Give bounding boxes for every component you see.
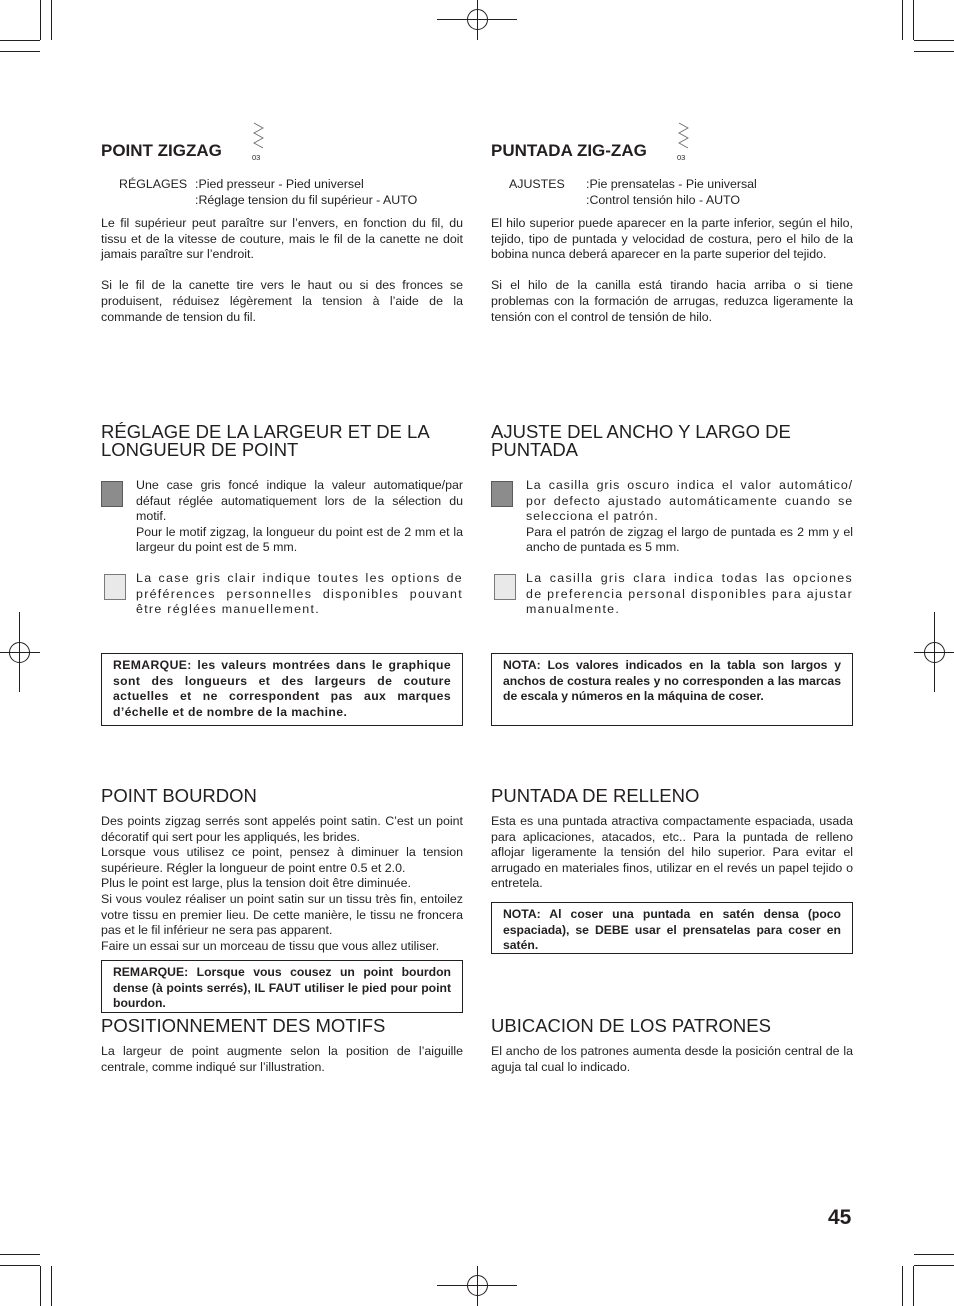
paragraph: Si le fil de la canette tire vers le haut ou si des fronces se produisent, réduisez légèrement la tension à l’aide de la commande de tension du fil. xyxy=(101,278,463,324)
section-title: UBICACION DE LOS PATRONES xyxy=(491,1015,771,1036)
crop-mark-icon xyxy=(0,1246,60,1306)
settings-value: :Control tensión hilo - AUTO xyxy=(586,192,741,207)
section-title: PUNTADA DE RELLENO xyxy=(491,785,700,806)
section-title: RÉGLAGE DE LA LARGEUR ET DE LA LONGUEUR DE POINT xyxy=(101,421,430,460)
crop-mark-icon xyxy=(894,1246,954,1306)
crop-mark-icon xyxy=(894,0,954,60)
body-text: Des points zigzag serrés sont appelés point satin. C’est un point décoratif qui sert pour les appliqués, les brides. Lorsque vous utilisez ce point, pensez à diminuer la tension supérieure. Régler la longueur de point entre 0.5 et 2.0. Plus le point est large, plus la tension doit être diminuée. Si vous voulez réaliser un point satin sur un tissu très fin, entoilez votre tissu en premier lieu. De cette manière, le tissu ne froncera pas et le fil inférieur ne sera pas apparent. Faire un essai sur un morceau de tissu que vous allez utiliser. xyxy=(101,814,463,953)
settings-value: :Pie prensatelas - Pie universal xyxy=(586,177,757,191)
settings-label: AJUSTES xyxy=(509,177,565,191)
body-text: Esta es una puntada atractiva compactamente espaciada, usada para aplicaciones, atacados, etc.. Para la puntada de relleno aflojar ligeramente la tensión del hilo superior. Para evitar el arrugado en materiales finos, utilizar en el revés un papel tejido o entretela. xyxy=(491,814,853,891)
registration-mark-icon xyxy=(0,612,45,692)
paragraph: El hilo superior puede aparecer en la parte inferior, según el hilo, tejido, tipo de puntada y velocidad de costura, pero el hilo de la bobina nunca deberá aparecer en la parte superior del tejido. xyxy=(491,216,853,262)
pattern-number: 03 xyxy=(677,153,686,162)
legend-text-dark: La casilla gris oscuro indica el valor automático/ por defecto ajustado automáticamente cuando se selecciona el patrón. Para el patrón de zigzag el largo de puntada es 2 mm y el ancho de puntada es 5 mm. xyxy=(526,478,853,555)
note-box: REMARQUE: Lorsque vous cousez un point bourdon dense (à points serrés), IL FAUT utiliser le pied pour point bourdon. xyxy=(101,960,463,1013)
crop-mark-icon xyxy=(0,0,60,60)
page-number: 45 xyxy=(828,1206,852,1229)
zigzag-stitch-icon xyxy=(676,122,690,157)
legend-text-dark: Une case gris foncé indique la valeur automatique/par défaut réglée automatiquement lors de la sélection du motif. Pour le motif zigzag, la longueur du point est de 2 mm et la largeur du point est de 5 mm. xyxy=(136,478,463,555)
dark-gray-swatch xyxy=(101,481,123,507)
body-text: El ancho de los patrones aumenta desde la posición central de la aguja tal cual lo indicado. xyxy=(491,1044,853,1074)
note-box: REMARQUE: les valeurs montrées dans le graphique sont des longueurs et des largeurs de couture actuelles et ne correspondent pas aux marques d’échelle et de nombre de la machine. xyxy=(101,653,463,726)
section-title: POINT ZIGZAG xyxy=(101,141,222,160)
registration-mark-icon xyxy=(910,612,954,692)
paragraph: Si el hilo de la canilla está tirando hacia arriba o si tiene problemas con la formación de arrugas, reduzca ligeramente la tensión con el control de tensión de hilo. xyxy=(491,278,853,324)
settings-value: :Réglage tension du fil supérieur - AUTO xyxy=(195,192,418,207)
section-title: POSITIONNEMENT DES MOTIFS xyxy=(101,1015,386,1036)
settings-value: :Pied presseur - Pied universel xyxy=(195,177,364,191)
settings-block xyxy=(509,177,853,209)
section-title: POINT BOURDON xyxy=(101,785,257,806)
note-box: NOTA: Los valores indicados en la tabla son largos y anchos de costura reales y no corresponden a las marcas de escala y números en la máquina de coser. xyxy=(491,653,853,726)
dark-gray-swatch xyxy=(491,481,513,507)
pattern-number: 03 xyxy=(252,153,261,162)
registration-mark-icon xyxy=(437,0,517,45)
legend-text-light: La casilla gris clara indica todas las opciones de preferencia personal disponibles para ajustar manualmente. xyxy=(526,571,853,617)
note-box: NOTA: Al coser una puntada en satén densa (poco espaciada), se DEBE usar el prensatelas para coser en satén. xyxy=(491,902,853,954)
paragraph: Le fil supérieur peut paraître sur l’envers, en fonction du fil, du tissu et de la vitesse de couture, mais le fil de la canette ne doit jamais paraître sur l’endroit. xyxy=(101,216,463,262)
body-text: La largeur de point augmente selon la position de l’aiguille centrale, comme indiqué sur l’illustration. xyxy=(101,1044,463,1074)
zigzag-stitch-icon xyxy=(251,122,265,157)
settings-label: RÉGLAGES xyxy=(119,177,188,191)
light-gray-swatch xyxy=(104,574,126,600)
section-title: PUNTADA ZIG-ZAG xyxy=(491,141,647,160)
body-text xyxy=(101,216,463,325)
legend-text-light: La case gris clair indique toutes les options de préférences personnelles disponibles pouvant être réglées manuellement. xyxy=(136,571,463,617)
registration-mark-icon xyxy=(437,1266,517,1306)
body-text xyxy=(491,216,853,325)
light-gray-swatch xyxy=(494,574,516,600)
settings-block xyxy=(119,177,463,209)
section-title: AJUSTE DEL ANCHO Y LARGO DE PUNTADA xyxy=(491,421,791,460)
